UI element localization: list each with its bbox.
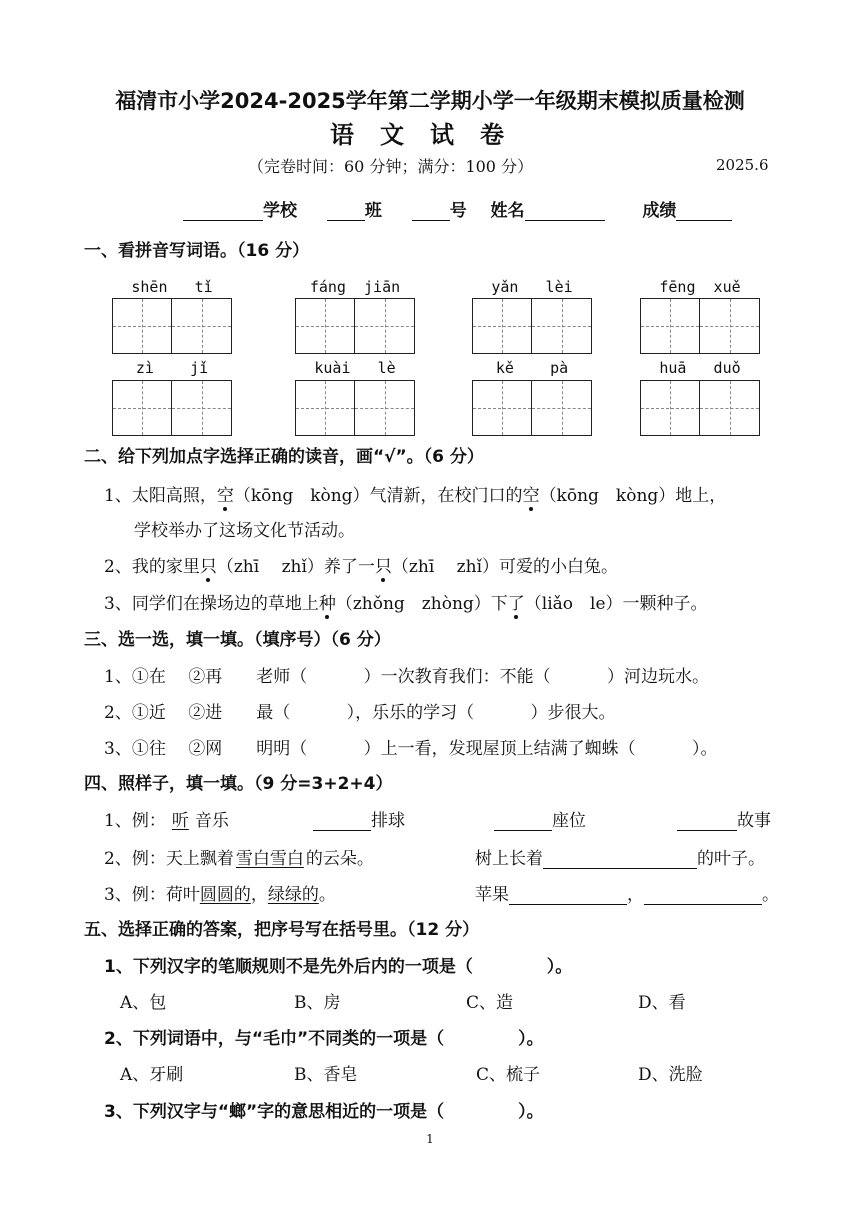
writing-grid[interactable] [295,298,415,354]
section-5-title: 五、选择正确的答案，把序号写在括号里。（12 分） [84,920,480,940]
exam-subtitle: 语文试卷 [330,121,530,149]
school-blank[interactable] [183,202,263,221]
section-2-title: 二、给下列加点字选择正确的读音，画“√”。（6 分） [84,447,484,467]
student-info-row [183,196,732,221]
writing-grid[interactable] [112,298,232,354]
answer-blank[interactable] [509,886,627,905]
question-2-2: 2、我的家里只（zhī zhǐ）养了一只（zhī zhǐ）可爱的小白兔。 [104,552,618,577]
pinyin-label: kuài lè [314,359,396,377]
writing-grid[interactable] [295,380,415,436]
answer-blank[interactable] [494,812,552,831]
question-4-1-example: 1、例： 听 音乐 [104,811,229,831]
number-label: 号 [449,201,467,221]
exam-title: 福清市小学2024-2025学年第二学期小学一年级期末模拟质量检测 [115,89,745,113]
pinyin-label: huā duǒ [659,359,741,377]
writing-grid[interactable] [472,298,592,354]
pinyin-label: kě pà [495,359,569,377]
question-5-1: 1、下列汉字的笔顺规则不是先外后内的一项是（ ）。 [104,957,573,977]
question-4-1-item: 排球 [313,806,405,831]
option-b[interactable]: B、香皂 [294,1065,358,1085]
answer-blank[interactable] [313,812,371,831]
question-3-1: 1、①在 ②再 老师（ ）一次教育我们：不能（ ）河边玩水。 [104,667,710,687]
answer-blank[interactable] [677,812,737,831]
option-c[interactable]: C、梳子 [476,1065,541,1085]
answer-blank[interactable] [644,886,762,905]
option-c[interactable]: C、造 [466,993,514,1013]
writing-grid[interactable] [640,380,760,436]
name-blank[interactable] [525,202,605,221]
writing-grid[interactable] [472,380,592,436]
question-4-2-example: 2、例：天上飘着 雪白雪白 的云朵。 [104,849,374,869]
score-label: 成绩 [642,201,677,221]
question-3-3: 3、①往 ②网 明明（ ）上一看，发现屋顶上结满了蜘蛛（ ）。 [104,739,718,759]
pinyin-label: fáng jiān [309,278,401,296]
score-blank[interactable] [676,202,732,221]
option-a[interactable]: A、牙刷 [120,1065,184,1085]
school-label: 学校 [263,201,297,221]
question-2-1-cont: 学校举办了这场文化节活动。 [134,521,355,541]
question-5-3: 3、下列汉字与“螂”字的意思相近的一项是（ ）。 [104,1102,544,1122]
question-2-1: 1、太阳高照，空（kōng kòng）气清新，在校门口的空（kōng kòng）地上， [104,481,726,506]
exam-date: 2025.6 [716,156,769,174]
exam-info: （完卷时间：60 分钟；满分：100 分） [248,157,534,176]
question-5-2: 2、下列词语中，与“毛巾”不同类的一项是（ ）。 [104,1029,544,1049]
page-number: 1 [426,1132,434,1146]
option-a[interactable]: A、包 [120,993,167,1013]
question-3-2: 2、①近 ②进 最（ ），乐乐的学习（ ）步很大。 [104,703,616,723]
pinyin-label: zì jǐ [135,359,209,377]
number-blank[interactable] [412,202,450,221]
writing-grid[interactable] [640,298,760,354]
option-d[interactable]: D、洗脸 [638,1065,703,1085]
option-b[interactable]: B、房 [294,993,341,1013]
writing-grid[interactable] [112,380,232,436]
class-blank[interactable] [327,202,365,221]
question-4-1-item: 故事 [677,806,771,831]
question-2-3: 3、同学们在操场边的草地上种（zhǒng zhòng）下了（liǎo le）一颗种子。 [104,589,708,614]
question-4-3-task: 苹果 ， 。 [475,885,779,905]
class-label: 班 [364,201,382,221]
section-4-title: 四、照样子，填一填。（9 分=3+2+4） [84,774,393,794]
pinyin-label: shēn tǐ [131,278,213,296]
pinyin-label: yǎn lèi [491,278,573,296]
question-4-1-item: 座位 [494,806,586,831]
name-label: 姓名 [490,201,525,221]
option-d[interactable]: D、看 [638,993,686,1013]
section-1-title: 一、看拼音写词语。（16 分） [84,241,310,261]
section-3-title: 三、选一选，填一填。（填序号）（6 分） [84,630,391,650]
question-4-2-task: 树上长着 的叶子。 [475,849,765,869]
pinyin-label: fēng xuě [659,278,741,296]
answer-blank[interactable] [543,850,697,869]
question-4-3-example: 3、例：荷叶圆圆的，绿绿的。 [104,885,336,905]
